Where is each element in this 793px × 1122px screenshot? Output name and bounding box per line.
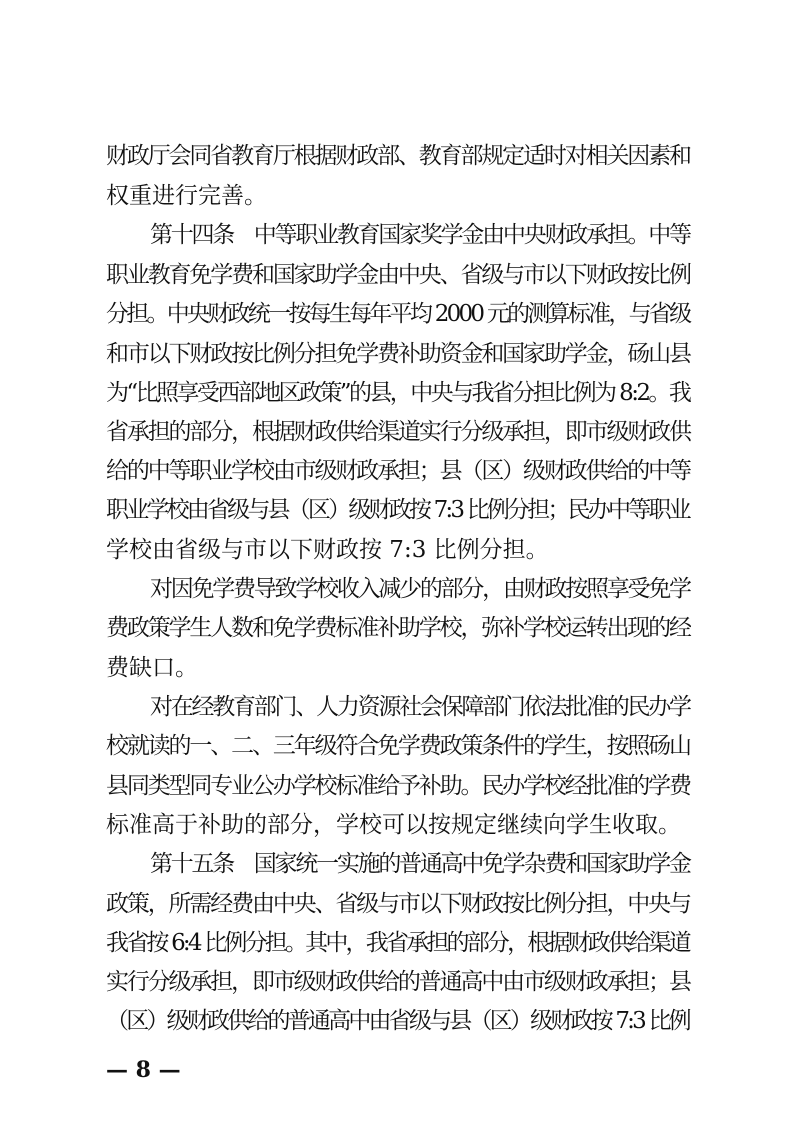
text-line: 职业学校由省级与县（区）级财政按 7:3 比例分担；民办中等职业 [106,497,689,523]
text-line: 给的中等职业学校由市级财政承担；县（区）级财政供给的中等 [106,458,690,484]
text-line: 学校由省级与市以下财政按 7:3 比例分担。 [106,537,549,563]
text-line: 财政厅会同省教育厅根据财政部、教育部规定适时对相关因素和 [106,143,690,169]
text-line: 我省按 6:4 比例分担。其中，我省承担的部分，根据财政供给渠道 [106,930,689,956]
text-line: 校就读的一、二、三年级符合免学费政策条件的学生，按照砀山 [106,733,690,759]
text-line: 职业教育免学费和国家助学金由中央、省级与市以下财政按比例 [106,262,690,288]
text-line: 标准高于补助的部分，学校可以按规定继续向学生收取。 [106,812,681,838]
text-line: 对因免学费导致学校收入减少的部分，由财政按照享受免学 [150,576,690,602]
text-line: 为“比照享受西部地区政策”的县，中央与我省分担比例为 8:2。我 [106,380,690,406]
text-line: （区）级财政供给的普通高中由省级与县（区）级财政按 7:3 比例 [106,1008,689,1034]
text-line: 和市以下财政按比例分担免学费补助资金和国家助学金，砀山县 [106,341,690,367]
text-line: 县同类型同专业公办学校标准给予补助。民办学校经批准的学费 [106,773,690,799]
text-line: 费缺口。 [106,655,198,681]
text-line: 费政策学生人数和免学费标准补助学校，弥补学校运转出现的经 [106,615,690,641]
page-number: — 8 — [106,1057,181,1083]
text-line: 第十四条 中等职业教育国家奖学金由中央财政承担。中等 [150,222,690,248]
text-line: 权重进行完善。 [106,183,267,209]
text-line: 分担。中央财政统一按每生每年平均 2000 元的测算标准，与省级 [106,301,690,327]
text-line: 政策，所需经费由中央、省级与市以下财政按比例分担，中央与 [106,891,690,917]
text-line: 第十五条 国家统一实施的普通高中免学杂费和国家助学金 [150,851,690,877]
text-line: 省承担的部分，根据财政供给渠道实行分级承担，即市级财政供 [106,419,690,445]
text-line: 实行分级承担，即市级财政供给的普通高中由市级财政承担；县 [106,969,690,995]
text-line: 对在经教育部门、人力资源社会保障部门依法批准的民办学 [150,694,690,720]
